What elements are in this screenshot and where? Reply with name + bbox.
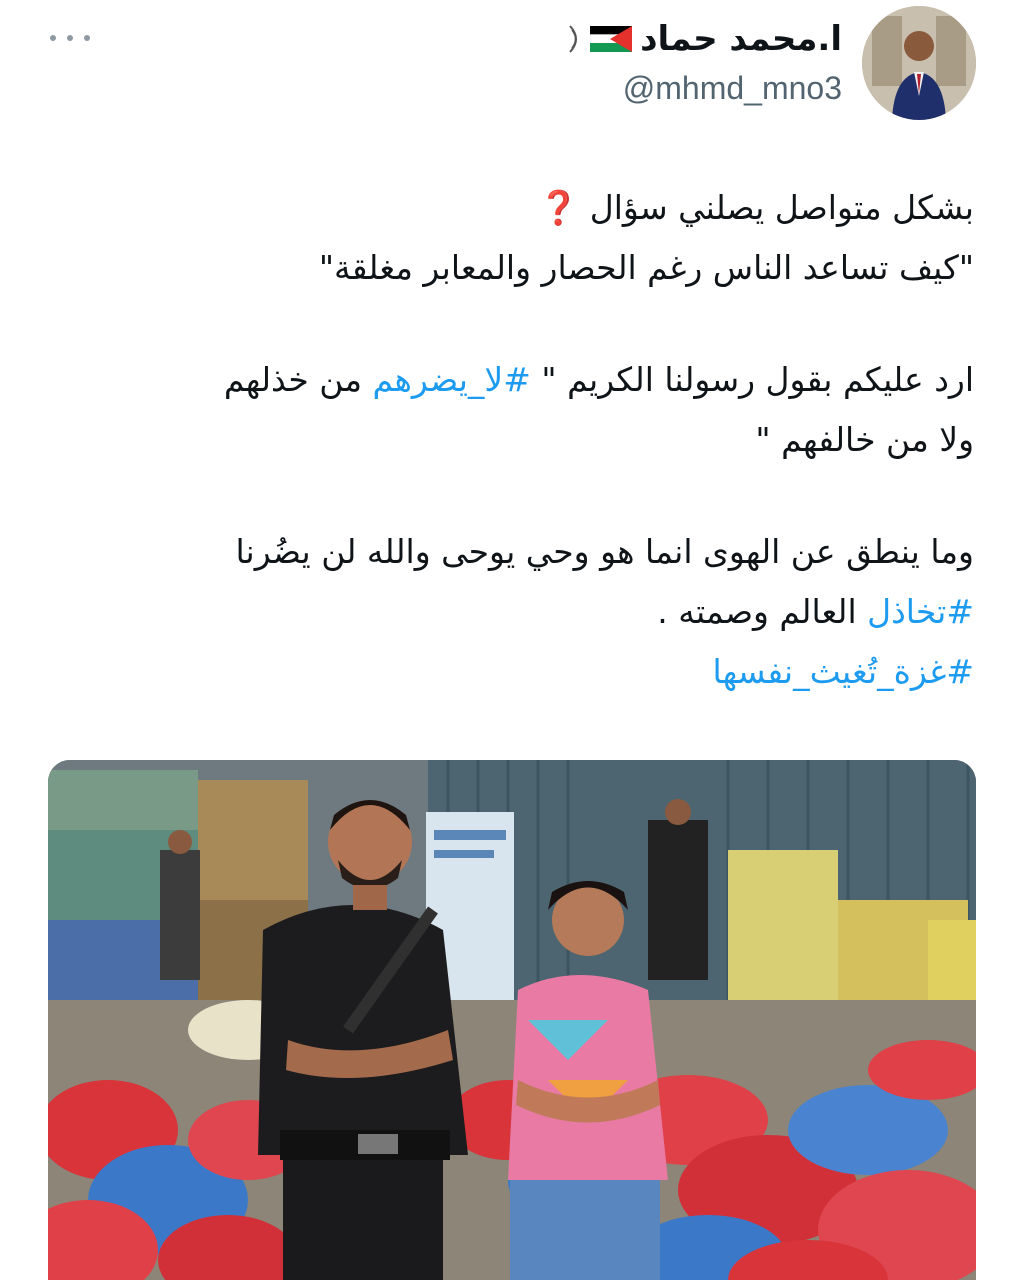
hashtag-link[interactable]: #غزة_تُغيث_نفسها [712,652,974,691]
more-dot-icon [67,35,73,41]
tweet-line [44,238,974,298]
user-handle[interactable]: @mhmd_mno3 [622,70,842,106]
tweet-line [44,350,974,410]
red-question-mark-icon: ❓ [538,188,580,227]
tweet-line-text: ارد عليكم بقول رسولنا الكريم " [530,360,974,399]
tweet-line [44,522,974,582]
more-dot-icon [50,35,56,41]
tweet-line [44,582,974,642]
tweet-line-text: وما ينطق عن الهوى انما هو وحي يوحى والله لن يضُرنا [235,532,974,571]
tweet-media-photo[interactable] [48,760,976,1280]
hashtag-link[interactable]: #تخاذل [867,592,974,631]
watermelon-slice-icon [568,24,582,54]
hashtag-link[interactable]: #لا_يضرهم [372,360,531,399]
tweet-line [44,410,974,470]
display-name-row[interactable] [568,14,842,64]
tweet-line-text: العالم وصمته . [657,592,868,631]
tweet-line-text: ولا من خالفهم " [755,420,974,459]
photo-image-icon [48,760,976,1280]
tweet-text [44,178,974,702]
more-options-button[interactable] [50,28,90,48]
tweet-line-text: "كيف تساعد الناس رغم الحصار والمعابر مغلقة" [318,248,974,287]
tweet-line-text: من خذلهم [223,360,373,399]
tweet-line [44,642,974,702]
avatar[interactable] [862,6,976,120]
user-info [568,14,842,110]
display-name: ا.محمد حماد [640,19,842,59]
tweet-line-text: بشكل متواصل يصلني سؤال [589,188,974,227]
avatar-photo-icon [862,6,976,120]
palestine-flag-icon [590,26,632,52]
tweet-line [44,178,974,238]
more-dot-icon [84,35,90,41]
